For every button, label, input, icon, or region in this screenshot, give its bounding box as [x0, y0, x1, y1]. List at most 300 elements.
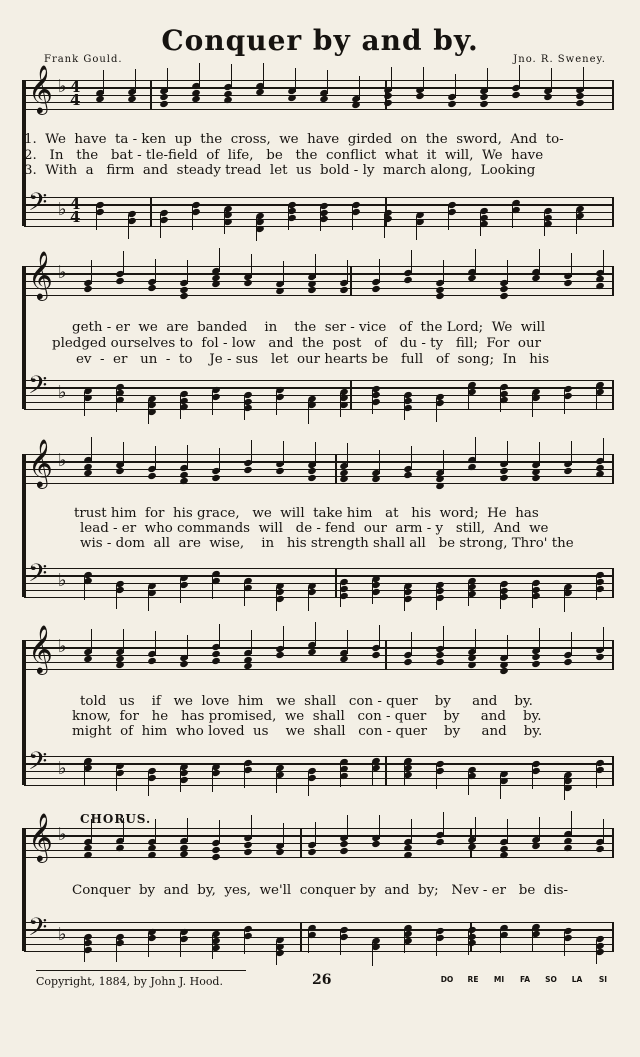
flat-icon: ♭: [58, 262, 67, 283]
staff-line: [24, 662, 614, 663]
note-stem: [320, 207, 321, 231]
hymn-title: Conquer by and by.: [161, 24, 479, 57]
notehead: [179, 292, 189, 300]
note-stem: [443, 626, 444, 650]
treble-staff: [24, 640, 614, 668]
solfa-mi: MI: [493, 975, 505, 984]
note-stem: [84, 392, 85, 416]
staff-line: [24, 461, 614, 462]
note-stem: [199, 63, 200, 87]
staff-line: [24, 828, 614, 829]
note-stem: [212, 391, 213, 415]
lyric-line: 2. In the bat - tle-field of life, be the conflict what it will, We have: [24, 148, 544, 163]
note-stem: [564, 390, 565, 414]
note-stem: [379, 450, 380, 474]
note-stem: [372, 580, 373, 604]
note-stem: [564, 932, 565, 956]
lyric-line: know, for he has promised, we shall con - quer by and by.: [72, 709, 542, 724]
time-signature: 4 4: [70, 195, 81, 226]
staff-line: [24, 669, 614, 670]
note-stem: [596, 940, 597, 964]
staff-line: [24, 197, 614, 198]
note-stem: [596, 764, 597, 788]
barline: [150, 197, 152, 226]
note-stem: [352, 206, 353, 230]
note-stem: [443, 812, 444, 836]
bass-clef-icon: 𝄢: [28, 747, 48, 782]
notehead: [499, 292, 509, 300]
staff-line: [24, 850, 614, 851]
note-stem: [404, 396, 405, 420]
note-stem: [564, 776, 565, 800]
note-stem: [411, 819, 412, 843]
staff-line: [24, 640, 614, 641]
notehead: [435, 482, 445, 490]
note-stem: [596, 576, 597, 600]
staff-line: [24, 102, 614, 103]
note-stem: [571, 811, 572, 835]
bass-staff: [24, 380, 614, 408]
note-stem: [443, 450, 444, 474]
note-stem: [103, 70, 104, 94]
note-stem: [148, 400, 149, 424]
note-stem: [347, 260, 348, 284]
lyric-line: pledged ourselves to fol - low and the post of du - ty fill; For our: [52, 336, 541, 351]
solfa-re: RE: [467, 975, 479, 984]
note-stem: [468, 582, 469, 606]
note-stem: [347, 443, 348, 467]
system-start-line: [24, 828, 26, 951]
lyric-line: Conquer by and by, yes, we'll conquer by and by; Nev - er be dis-: [72, 883, 569, 898]
note-stem: [468, 771, 469, 795]
staff-line: [24, 469, 614, 470]
system-start-line: [24, 454, 26, 597]
note-stem: [96, 206, 97, 230]
time-signature: 4 4: [70, 78, 81, 109]
chorus-label: CHORUS.: [80, 812, 152, 826]
note-stem: [571, 441, 572, 465]
note-stem: [84, 576, 85, 600]
flat-icon: ♭: [58, 450, 67, 471]
staff-line: [24, 109, 614, 110]
note-stem: [372, 942, 373, 966]
barline: [612, 640, 614, 669]
bass-staff: [24, 568, 614, 596]
flat-icon: ♭: [58, 199, 67, 220]
note-stem: [308, 400, 309, 424]
treble-staff: [24, 80, 614, 108]
staff-line: [24, 583, 614, 584]
bass-staff: [24, 197, 614, 225]
staff-line: [24, 483, 614, 484]
note-stem: [187, 260, 188, 284]
copyright: Copyright, 1884, by John J. Hood.: [36, 975, 223, 988]
page-number: 26: [312, 972, 332, 988]
flat-icon: ♭: [58, 636, 67, 657]
staff-line: [24, 575, 614, 576]
note-stem: [148, 587, 149, 611]
note-stem: [404, 929, 405, 953]
barline: [612, 80, 614, 109]
note-stem: [539, 249, 540, 273]
system-start-line: [24, 640, 26, 785]
note-stem: [436, 765, 437, 789]
note-stem: [475, 249, 476, 273]
staff-line: [24, 922, 614, 923]
staff-line: [24, 454, 614, 455]
note-stem: [167, 68, 168, 92]
note-stem: [116, 767, 117, 791]
barline: [612, 454, 614, 483]
flat-icon: ♭: [58, 570, 67, 591]
note-stem: [148, 772, 149, 796]
notehead: [371, 475, 381, 483]
note-stem: [603, 627, 604, 651]
note-stem: [276, 587, 277, 611]
note-stem: [91, 260, 92, 284]
note-stem: [180, 579, 181, 603]
note-stem: [436, 586, 437, 610]
note-stem: [603, 819, 604, 843]
staff-line: [24, 95, 614, 96]
lyric-line: trust him for his grace, we will take him at his word; He has: [74, 506, 539, 521]
note-stem: [340, 763, 341, 787]
note-stem: [544, 212, 545, 236]
note-stem: [283, 626, 284, 650]
staff-line: [24, 756, 614, 757]
staff-line: [24, 80, 614, 81]
note-stem: [519, 65, 520, 89]
note-stem: [372, 390, 373, 414]
treble-clef-icon: 𝄞: [28, 624, 53, 673]
barline: [150, 80, 152, 109]
bass-clef-icon: 𝄢: [28, 559, 48, 594]
note-stem: [276, 391, 277, 415]
staff-line: [24, 937, 614, 938]
note-stem: [340, 583, 341, 607]
note-stem: [315, 254, 316, 278]
note-stem: [391, 67, 392, 91]
staff-line: [24, 590, 614, 591]
note-stem: [443, 260, 444, 284]
note-stem: [192, 206, 193, 230]
note-stem: [475, 629, 476, 653]
note-stem: [84, 762, 85, 786]
note-stem: [116, 388, 117, 412]
note-stem: [507, 260, 508, 284]
copyright-rule: [36, 970, 246, 971]
treble-clef-icon: 𝄞: [28, 812, 53, 861]
staff-line: [24, 655, 614, 656]
note-stem: [276, 941, 277, 965]
staff-line: [24, 597, 614, 598]
note-stem: [251, 630, 252, 654]
solfa-si: SI: [598, 975, 608, 984]
note-stem: [475, 437, 476, 461]
note-stem: [583, 67, 584, 91]
staff-line: [24, 409, 614, 410]
bass-clef-icon: 𝄢: [28, 913, 48, 948]
note-stem: [288, 206, 289, 230]
note-stem: [160, 214, 161, 238]
barline: [300, 828, 302, 857]
treble-clef-icon: 𝄞: [28, 250, 53, 299]
note-stem: [468, 386, 469, 410]
barline: [612, 922, 614, 951]
note-stem: [500, 775, 501, 799]
treble-staff: [24, 828, 614, 856]
note-stem: [539, 442, 540, 466]
treble-clef-icon: 𝄞: [28, 438, 53, 487]
lyric-line: told us if we love him we shall con - quer by and by.: [80, 694, 533, 709]
lyric-line: 3. With a firm and steady tread let us bold - ly march along, Looking: [24, 163, 536, 178]
note-stem: [283, 261, 284, 285]
bass-staff: [24, 756, 614, 784]
note-stem: [308, 772, 309, 796]
note-stem: [564, 588, 565, 612]
note-stem: [315, 622, 316, 646]
treble-staff: [24, 454, 614, 482]
note-stem: [84, 938, 85, 962]
note-stem: [532, 393, 533, 417]
note-stem: [251, 440, 252, 464]
lyric-line: ev - er un - to Je - sus let our hearts be full of song; In his: [76, 352, 550, 367]
note-stem: [116, 938, 117, 962]
note-stem: [315, 822, 316, 846]
note-stem: [347, 630, 348, 654]
staff-line: [24, 402, 614, 403]
note-stem: [448, 206, 449, 230]
barline: [300, 922, 302, 951]
note-stem: [295, 68, 296, 92]
note-stem: [576, 210, 577, 234]
note-stem: [603, 250, 604, 274]
staff-line: [24, 763, 614, 764]
note-stem: [532, 928, 533, 952]
note-stem: [116, 585, 117, 609]
note-stem: [379, 259, 380, 283]
note-stem: [212, 935, 213, 959]
barline: [612, 828, 614, 857]
note-stem: [251, 254, 252, 278]
note-stem: [91, 437, 92, 461]
note-stem: [379, 625, 380, 649]
note-stem: [359, 76, 360, 100]
note-stem: [212, 768, 213, 792]
note-stem: [155, 446, 156, 470]
note-stem: [256, 217, 257, 241]
note-stem: [455, 74, 456, 98]
note-stem: [244, 930, 245, 954]
note-stem: [123, 442, 124, 466]
note-stem: [500, 388, 501, 412]
note-stem: [308, 587, 309, 611]
flat-icon: ♭: [58, 382, 67, 403]
solfa-legend: [434, 975, 616, 984]
note-stem: [155, 819, 156, 843]
note-stem: [507, 819, 508, 843]
note-stem: [340, 931, 341, 955]
staff-line: [24, 476, 614, 477]
notehead: [499, 667, 509, 675]
solfa-fa: FA: [519, 975, 531, 984]
staff-line: [24, 281, 614, 282]
note-stem: [512, 204, 513, 228]
barline: [385, 756, 387, 785]
barline: [612, 197, 614, 226]
staff-line: [24, 395, 614, 396]
note-stem: [244, 396, 245, 420]
note-stem: [155, 631, 156, 655]
note-stem: [468, 931, 469, 955]
note-stem: [436, 932, 437, 956]
note-stem: [180, 768, 181, 792]
lyric-line: lead - er who commands will de - fend our arm - y still, And we: [80, 521, 549, 536]
barline: [350, 266, 352, 295]
flat-icon: ♭: [58, 924, 67, 945]
note-stem: [231, 64, 232, 88]
barline: [612, 380, 614, 409]
note-stem: [411, 446, 412, 470]
note-stem: [507, 635, 508, 659]
staff-line: [24, 785, 614, 786]
solfa-la: LA: [571, 975, 583, 984]
barline: [612, 756, 614, 785]
note-stem: [187, 818, 188, 842]
flat-icon: ♭: [58, 758, 67, 779]
author-credit: Frank Gould.: [44, 54, 123, 65]
lyric-line: might of him who loved us we shall con - quer by and by.: [72, 724, 543, 739]
note-stem: [212, 575, 213, 599]
note-stem: [327, 70, 328, 94]
note-stem: [596, 386, 597, 410]
note-stem: [180, 933, 181, 957]
notehead: [435, 292, 445, 300]
note-stem: [411, 632, 412, 656]
lyric-line: geth - er we are banded in the ser - vice of the Lord; We will: [72, 320, 546, 335]
staff-line: [24, 295, 614, 296]
note-stem: [507, 441, 508, 465]
solfa-so: SO: [545, 975, 557, 984]
staff-line: [24, 380, 614, 381]
note-stem: [340, 393, 341, 417]
staff-line: [24, 387, 614, 388]
note-stem: [423, 67, 424, 91]
staff-line: [24, 288, 614, 289]
note-stem: [219, 820, 220, 844]
note-stem: [123, 629, 124, 653]
staff-line: [24, 266, 614, 267]
barline: [335, 568, 337, 597]
system-start-line: [24, 266, 26, 409]
note-stem: [219, 448, 220, 472]
note-stem: [187, 445, 188, 469]
flat-icon: ♭: [58, 76, 67, 97]
note-stem: [219, 624, 220, 648]
solfa-do: DO: [440, 975, 454, 984]
note-stem: [135, 69, 136, 93]
note-stem: [244, 582, 245, 606]
note-stem: [315, 442, 316, 466]
note-stem: [283, 823, 284, 847]
staff-line: [24, 857, 614, 858]
staff-line: [24, 951, 614, 952]
note-stem: [384, 214, 385, 238]
note-stem: [404, 762, 405, 786]
note-stem: [500, 585, 501, 609]
barline: [385, 640, 387, 669]
note-stem: [500, 929, 501, 953]
note-stem: [308, 929, 309, 953]
treble-staff: [24, 266, 614, 294]
barline: [612, 568, 614, 597]
note-stem: [91, 629, 92, 653]
treble-clef-icon: 𝄞: [28, 64, 53, 113]
lyric-line: wis - dom all are wise, in his strength shall all be strong, Thro' the: [80, 536, 574, 551]
barline: [335, 454, 337, 483]
note-stem: [180, 395, 181, 419]
note-stem: [283, 441, 284, 465]
note-stem: [571, 632, 572, 656]
lyric-line: 1. We have ta - ken up the cross, we have girded on the sword, And to-: [24, 132, 564, 147]
note-stem: [379, 815, 380, 839]
note-stem: [187, 635, 188, 659]
note-stem: [148, 933, 149, 957]
flat-icon: ♭: [58, 824, 67, 845]
notehead: [339, 475, 349, 483]
note-stem: [155, 259, 156, 283]
note-stem: [123, 251, 124, 275]
note-stem: [571, 253, 572, 277]
note-stem: [480, 212, 481, 236]
staff-line: [24, 944, 614, 945]
staff-line: [24, 568, 614, 569]
note-stem: [436, 398, 437, 422]
note-stem: [532, 765, 533, 789]
note-stem: [244, 764, 245, 788]
note-stem: [539, 817, 540, 841]
note-stem: [347, 815, 348, 839]
barline: [612, 266, 614, 295]
staff-line: [24, 778, 614, 779]
note-stem: [487, 68, 488, 92]
composer-credit: Jno. R. Sweney.: [513, 54, 606, 65]
staff-line: [24, 226, 614, 227]
note-stem: [128, 215, 129, 239]
staff-line: [24, 835, 614, 836]
staff-line: [24, 771, 614, 772]
staff-line: [24, 843, 614, 844]
note-stem: [251, 815, 252, 839]
staff-line: [24, 87, 614, 88]
note-stem: [475, 817, 476, 841]
bass-staff: [24, 922, 614, 950]
note-stem: [411, 250, 412, 274]
note-stem: [404, 587, 405, 611]
bass-clef-icon: 𝄢: [28, 371, 48, 406]
note-stem: [539, 628, 540, 652]
note-stem: [416, 216, 417, 240]
note-stem: [276, 769, 277, 793]
barline: [350, 380, 352, 409]
note-stem: [603, 438, 604, 462]
bass-clef-icon: 𝄢: [28, 188, 48, 223]
note-stem: [532, 584, 533, 608]
staff-line: [24, 929, 614, 930]
note-stem: [263, 63, 264, 87]
note-stem: [224, 210, 225, 234]
note-stem: [372, 762, 373, 786]
